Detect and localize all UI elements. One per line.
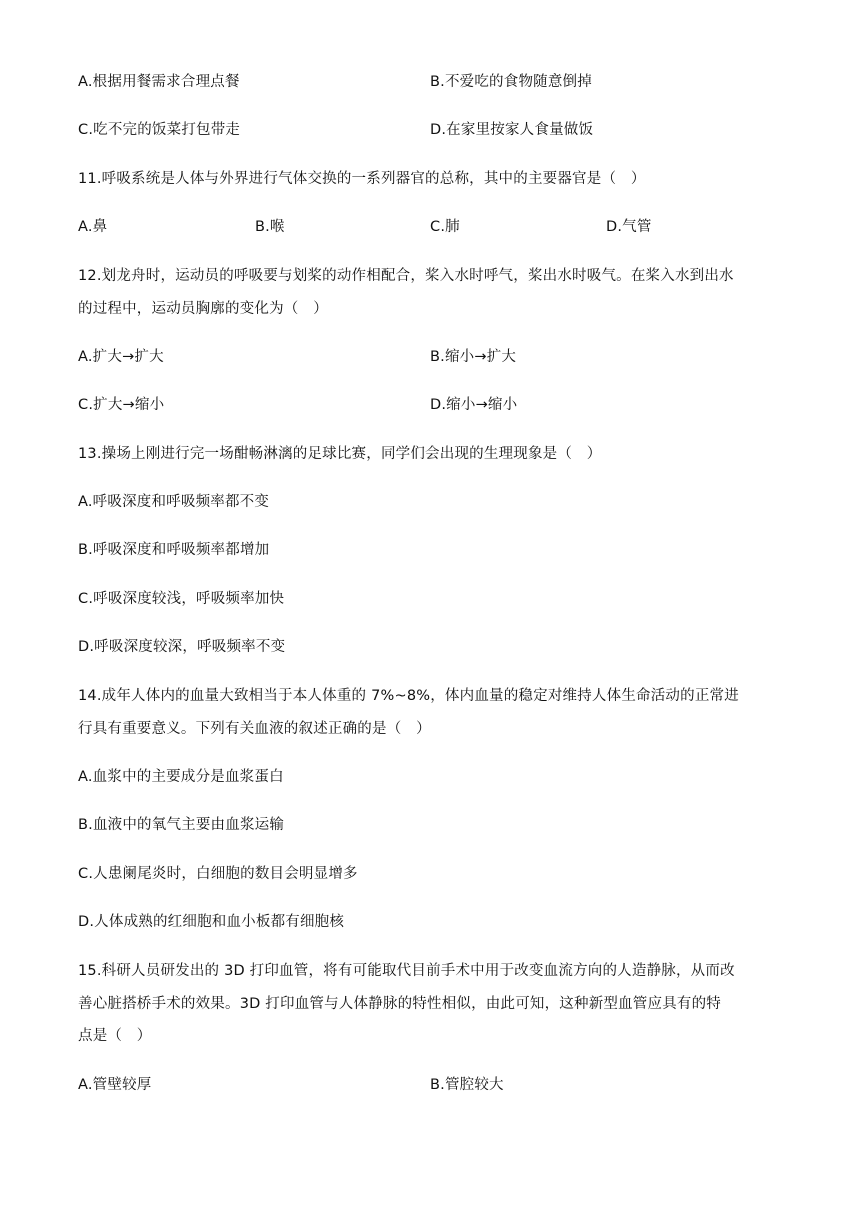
q13-option-b: B.呼吸深度和呼吸频率都增加: [78, 542, 270, 558]
q10-option-a: A.根据用餐需求合理点餐: [78, 74, 240, 90]
q14-option-c: C.人患阑尾炎时，白细胞的数目会明显增多: [78, 866, 358, 882]
q14-option-d: D.人体成熟的红细胞和血小板都有细胞核: [78, 914, 345, 930]
q11-option-c: C.肺: [430, 219, 460, 235]
q13-option-a: A.呼吸深度和呼吸频率都不变: [78, 494, 270, 510]
q12-option-b: B.缩小→扩大: [430, 349, 517, 365]
q15-stem-line-1: 15.科研人员研发出的 3D 打印血管，将有可能取代目前手术中用于改变血流方向的人造静脉，从而改: [78, 963, 735, 979]
q12-option-c: C.扩大→缩小: [78, 397, 165, 413]
q12-option-d: D.缩小→缩小: [430, 397, 518, 413]
q15-stem-line-3: 点是（ ）: [78, 1028, 152, 1044]
q13-option-c: C.呼吸深度较浅，呼吸频率加快: [78, 591, 285, 607]
q11-stem: 11.呼吸系统是人体与外界进行气体交换的一系列器官的总称，其中的主要器官是（ ）: [78, 171, 646, 187]
q12-stem-line-2: 的过程中，运动员胸廓的变化为（ ）: [78, 301, 328, 317]
q13-stem: 13.操场上刚进行完一场酣畅淋漓的足球比赛，同学们会出现的生理现象是（ ）: [78, 446, 602, 462]
q15-stem-line-2: 善心脏搭桥手术的效果。3D 打印血管与人体静脉的特性相似，由此可知，这种新型血管应具有的特: [78, 996, 721, 1012]
q10-option-d: D.在家里按家人食量做饭: [430, 122, 594, 138]
q10-option-c: C.吃不完的饭菜打包带走: [78, 122, 241, 138]
q10-option-b: B.不爱吃的食物随意倒掉: [430, 74, 592, 90]
q14-option-a: A.血浆中的主要成分是血浆蛋白: [78, 769, 284, 785]
q12-stem-line-1: 12.划龙舟时，运动员的呼吸要与划桨的动作相配合，桨入水时呼气，桨出水时吸气。在桨入水到出水: [78, 268, 734, 284]
q11-option-b: B.喉: [255, 219, 285, 235]
q11-option-d: D.气管: [606, 219, 652, 235]
q14-option-b: B.血液中的氧气主要由血浆运输: [78, 817, 285, 833]
q14-stem-line-2: 行具有重要意义。下列有关血液的叙述正确的是（ ）: [78, 721, 431, 737]
q11-option-a: A.鼻: [78, 219, 108, 235]
q14-stem-line-1: 14.成年人体内的血量大致相当于本人体重的 7%~8%，体内血量的稳定对维持人体生命活动的正常进: [78, 688, 739, 704]
q15-option-a: A.管壁较厚: [78, 1077, 152, 1093]
q13-option-d: D.呼吸深度较深，呼吸频率不变: [78, 639, 286, 655]
q15-option-b: B.管腔较大: [430, 1077, 504, 1093]
q12-option-a: A.扩大→扩大: [78, 349, 164, 365]
